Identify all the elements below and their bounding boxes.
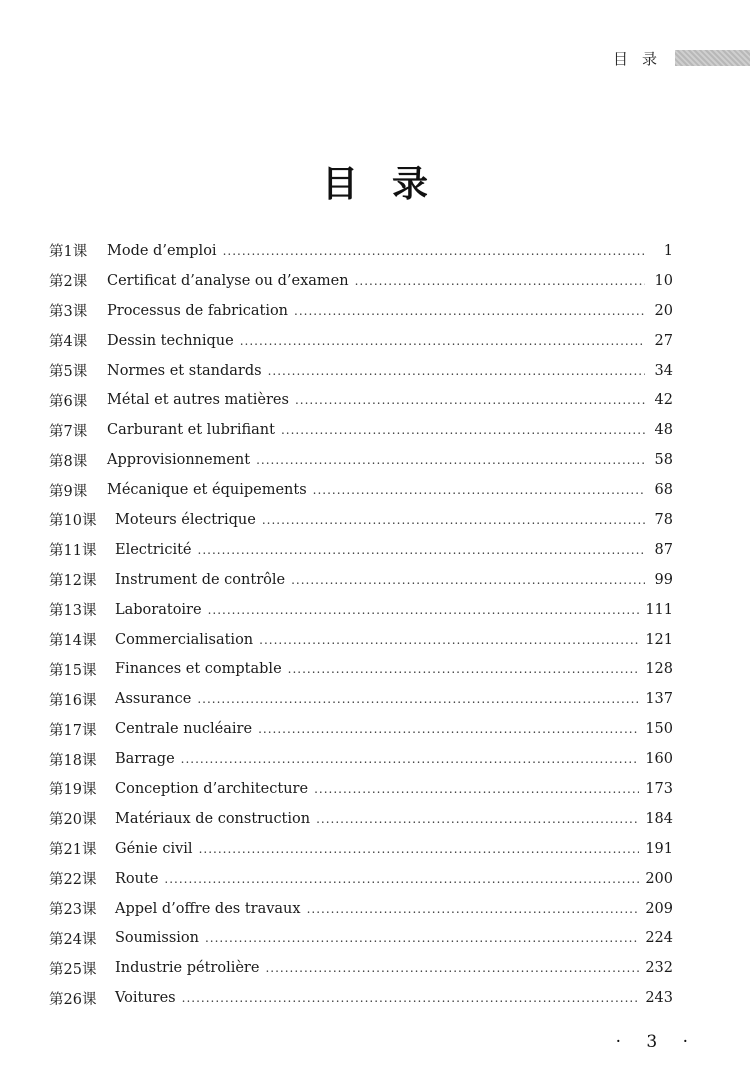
- toc-entry: [49, 654, 673, 684]
- page-number: · 3 ·: [615, 1032, 698, 1052]
- toc-dot-leader: [307, 902, 640, 916]
- toc-lesson-title: Route: [115, 870, 159, 887]
- toc-lesson-number: 第19课: [49, 782, 97, 799]
- toc-page-number: 48: [654, 422, 673, 439]
- toc-dot-leader: [197, 692, 639, 706]
- toc-dot-leader: [265, 961, 639, 975]
- toc-dot-leader: [281, 423, 645, 437]
- toc-entry: [49, 296, 673, 326]
- toc-lesson-title: Dessin technique: [107, 332, 234, 349]
- toc-entry: [49, 834, 673, 864]
- toc-lesson-title: Appel d’offre des travaux: [115, 900, 301, 917]
- toc-page-number: 42: [654, 392, 673, 409]
- toc-page-number: 150: [645, 721, 673, 738]
- toc-dot-leader: [268, 364, 645, 378]
- toc-dot-leader: [355, 274, 645, 288]
- toc-page-number: 200: [645, 870, 673, 887]
- toc-entry: [49, 983, 673, 1013]
- running-header-title: 目录: [612, 49, 671, 68]
- toc-page-number: 173: [645, 780, 673, 797]
- toc-lesson-title: Instrument de contrôle: [115, 571, 286, 588]
- toc-dot-leader: [314, 782, 639, 796]
- toc-page-number: 99: [654, 571, 673, 588]
- toc-entry: [49, 625, 673, 655]
- toc-lesson-title: Electricité: [115, 541, 192, 558]
- toc-lesson-title: Normes et standards: [107, 362, 262, 379]
- toc-entry: [49, 505, 673, 535]
- toc-lesson-number: 第1课: [49, 244, 88, 261]
- header-decorative-bar: [675, 50, 750, 66]
- toc-page-number: 68: [654, 482, 673, 499]
- toc-lesson-title: Barrage: [115, 751, 175, 768]
- toc-lesson-number: 第17课: [49, 722, 97, 739]
- toc-lesson-title: Centrale nucléaire: [115, 721, 253, 738]
- toc-entry: [49, 385, 673, 415]
- toc-lesson-title: Laboratoire: [115, 601, 202, 618]
- toc-entry: [49, 565, 673, 595]
- toc-entry: [49, 953, 673, 983]
- toc-lesson-title: Mode d’emploi: [107, 242, 217, 259]
- toc-lesson-title: Processus de fabrication: [107, 302, 289, 319]
- toc-page-number: 121: [645, 631, 673, 648]
- toc-page-number: 209: [645, 900, 673, 917]
- toc-page-number: 1: [663, 242, 673, 259]
- toc-entry: [49, 774, 673, 804]
- toc-entry: [49, 923, 673, 953]
- toc-entry: [49, 445, 673, 475]
- toc-page-number: 128: [645, 661, 673, 678]
- toc-lesson-number: 第16课: [49, 692, 97, 709]
- table-of-contents: [49, 236, 673, 1013]
- toc-lesson-number: 第4课: [49, 334, 88, 351]
- toc-page-number: 58: [654, 452, 673, 469]
- toc-lesson-title: Approvisionnement: [107, 452, 251, 469]
- toc-lesson-title: Assurance: [115, 691, 192, 708]
- toc-page-number: 243: [645, 990, 673, 1007]
- toc-lesson-title: Certificat d’analyse ou d’examen: [107, 272, 349, 289]
- toc-lesson-number: 第15课: [49, 662, 97, 679]
- toc-dot-leader: [313, 483, 645, 497]
- toc-entry: [49, 864, 673, 894]
- toc-lesson-number: 第11课: [49, 543, 97, 560]
- toc-entry: [49, 894, 673, 924]
- toc-lesson-number: 第20课: [49, 812, 97, 829]
- toc-dot-leader: [316, 812, 639, 826]
- toc-lesson-number: 第18课: [49, 752, 97, 769]
- page-title: 目录: [321, 164, 462, 205]
- toc-lesson-title: Voitures: [115, 990, 176, 1007]
- toc-page-number: 160: [645, 751, 673, 768]
- toc-page-number: 27: [654, 332, 673, 349]
- toc-entry: [49, 266, 673, 296]
- toc-dot-leader: [205, 931, 639, 945]
- toc-page-number: 137: [645, 691, 673, 708]
- toc-dot-leader: [164, 872, 639, 886]
- toc-entry: [49, 236, 673, 266]
- toc-lesson-number: 第3课: [49, 304, 88, 321]
- toc-lesson-title: Mécanique et équipements: [107, 482, 307, 499]
- toc-entry: [49, 535, 673, 565]
- toc-dot-leader: [208, 603, 640, 617]
- toc-lesson-title: Soumission: [115, 930, 199, 947]
- toc-page-number: 78: [654, 511, 673, 528]
- toc-entry: [49, 684, 673, 714]
- toc-lesson-number: 第5课: [49, 364, 88, 380]
- toc-lesson-title: Commercialisation: [115, 631, 254, 648]
- toc-lesson-title: Moteurs électrique: [115, 511, 256, 528]
- toc-entry: [49, 714, 673, 744]
- toc-lesson-number: 第10课: [49, 513, 97, 530]
- toc-dot-leader: [291, 573, 645, 587]
- toc-page-number: 20: [654, 302, 673, 319]
- running-header: [613, 44, 750, 72]
- toc-dot-leader: [223, 244, 645, 258]
- toc-entry: [49, 804, 673, 834]
- toc-dot-leader: [240, 334, 645, 348]
- toc-page-number: 184: [645, 810, 673, 827]
- toc-dot-leader: [262, 513, 645, 527]
- toc-entry: [49, 326, 673, 356]
- toc-dot-leader: [259, 633, 639, 647]
- toc-dot-leader: [199, 842, 640, 856]
- toc-page-number: 87: [654, 541, 673, 558]
- toc-page-number: 10: [654, 272, 673, 289]
- toc-lesson-title: Matériaux de construction: [115, 810, 311, 827]
- toc-page-number: 111: [645, 601, 673, 618]
- toc-lesson-number: 第8课: [49, 453, 88, 470]
- toc-dot-leader: [256, 453, 645, 467]
- toc-page-number: 191: [645, 840, 673, 857]
- toc-entry: [49, 744, 673, 774]
- toc-dot-leader: [181, 752, 640, 766]
- toc-lesson-number: 第22课: [49, 872, 97, 889]
- toc-dot-leader: [182, 991, 640, 1005]
- toc-lesson-title: Métal et autres matières: [107, 392, 289, 409]
- toc-entry: [49, 356, 673, 386]
- toc-lesson-title: Conception d’architecture: [115, 780, 309, 797]
- toc-page-number: 232: [645, 960, 673, 977]
- toc-page-number: 224: [645, 930, 673, 947]
- toc-lesson-title: Industrie pétrolière: [115, 960, 260, 977]
- toc-lesson-number: 第26课: [49, 991, 97, 1008]
- toc-dot-leader: [294, 304, 645, 318]
- toc-lesson-number: 第21课: [49, 842, 97, 859]
- toc-dot-leader: [258, 722, 639, 736]
- toc-lesson-number: 第13课: [49, 603, 97, 620]
- toc-lesson-number: 第12课: [49, 573, 97, 590]
- toc-entry: [49, 475, 673, 505]
- toc-lesson-number: 第9课: [49, 483, 88, 500]
- toc-lesson-number: 第2课: [49, 274, 88, 291]
- toc-lesson-number: 第25课: [49, 961, 97, 978]
- toc-page-number: 34: [654, 362, 673, 379]
- toc-lesson-number: 第23课: [49, 902, 97, 919]
- toc-dot-leader: [288, 662, 640, 676]
- toc-lesson-number: 第7课: [49, 423, 88, 440]
- toc-dot-leader: [295, 393, 645, 407]
- toc-lesson-number: 第24课: [49, 931, 97, 948]
- toc-lesson-title: Carburant et lubrifiant: [107, 422, 275, 439]
- toc-entry: [49, 595, 673, 625]
- toc-dot-leader: [198, 543, 646, 557]
- toc-lesson-title: Finances et comptable: [115, 661, 282, 678]
- toc-lesson-title: Génie civil: [115, 840, 193, 857]
- toc-lesson-number: 第6课: [49, 393, 88, 410]
- toc-entry: [49, 415, 673, 445]
- toc-lesson-number: 第14课: [49, 633, 97, 650]
